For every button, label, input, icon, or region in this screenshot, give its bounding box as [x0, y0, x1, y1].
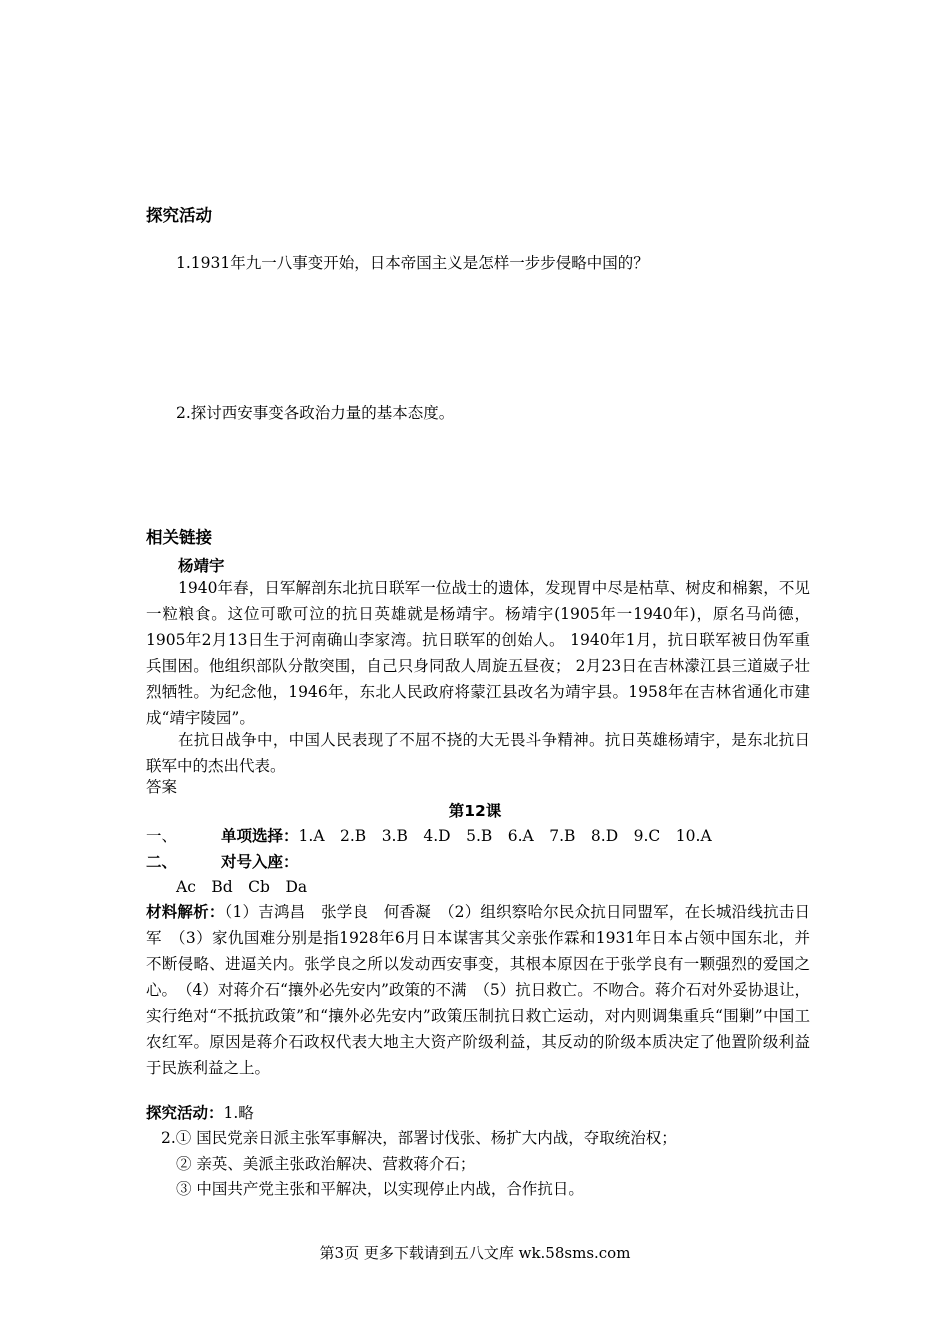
- inquiry-answer-label: 探究活动：: [146, 1104, 224, 1122]
- section-2-answers: Ac Bd Cb Da: [176, 878, 308, 896]
- inquiry-answer-row: [146, 1101, 254, 1123]
- material-text: （1）吉鸿昌 张学良 何香凝 （2）组织察哈尔民众抗日同盟军，在长城沿线抗击日军 （3）家仇国难分别是指1928年6月日本谋害其父亲张作霖和1931年日本占领中国东北，并不断侵略、进逼关内。张学良之所以发动西安事变，其根本原因在于张学良有一颗强烈的爱国之心。 （4）对蒋介石“攘外必先安内”政策的不满 （5）抗日救亡。不吻合。蒋介石对外妥协退让，实行绝对“不抵抗政策”和“攘外必先安内”政策压制抗日救亡运动，对内则调集重兵“围剿”中国工农红军。原因是蒋介石政权代表大地主大资产阶级利益，其反动的阶级本质决定了他置阶级利益于民族利益之上。: [146, 903, 810, 1077]
- inquiry-answer-2-line-1: 2.① 国民党亲日派主张军事解决，部署讨伐张、杨扩大内战，夺取统治权；: [161, 1129, 677, 1147]
- material-label: 材料解析：: [146, 903, 225, 921]
- links-heading: 相关链接: [146, 528, 212, 547]
- section-1-label: 单项选择：: [221, 827, 299, 845]
- links-paragraph-2: 在抗日战争中，中国人民表现了不屈不挠的大无畏斗争精神。抗日英雄杨靖宇，是东北抗日联军中的杰出代表。: [146, 731, 810, 775]
- inquiry-heading: 探究活动: [146, 206, 212, 225]
- lesson-title: 第12课: [448, 802, 502, 820]
- links-paragraph-1: 1940年春，日军解剖东北抗日联军一位战士的遗体，发现胃中尽是枯草、树皮和棉絮，不见一粒粮食。这位可歌可泣的抗日英雄就是杨靖宇。杨靖宇(1905年一1940年)，原名马尚德， 1905年2月13日生于河南确山李家湾。抗日联军的创始人。 1940年1月，抗日联军被日伪军重兵围困。他组织部队分散突围，自己只身同敌人周旋五昼夜； 2月23日在吉林濛江县三道崴子壮烈牺牲。为纪念他，1946年，东北人民政府将蒙江县改名为靖宇县。1958年在吉林省通化市建成“靖宇陵园”。: [146, 579, 810, 727]
- section-2-label: 对号入座：: [221, 853, 299, 871]
- links-subheading: 杨靖宇: [178, 557, 225, 575]
- page-footer: 第3页 更多下载请到五八文库 wk.58sms.com: [319, 1244, 631, 1262]
- section-1-answers: 1.A 2.B 3.B 4.D 5.B 6.A 7.B 8.D 9.C 10.A: [298, 827, 712, 845]
- inquiry-question-1: 1.1931年九一八事变开始，日本帝国主义是怎样一步步侵略中国的？: [176, 254, 649, 272]
- inquiry-question-2: 2.探讨西安事变各政治力量的基本态度。: [176, 404, 455, 422]
- section-2-row: [146, 850, 299, 872]
- inquiry-answer-2-line-2: ② 亲英、美派主张政治解决、营救蒋介石；: [176, 1155, 476, 1173]
- section-2-number: 二、: [146, 853, 178, 871]
- inquiry-answer-1: 1.略: [223, 1104, 254, 1122]
- answers-label: 答案: [146, 778, 178, 796]
- section-1-number: 一、: [146, 827, 178, 845]
- section-1-row: [146, 824, 712, 846]
- material-analysis: [146, 899, 810, 1081]
- inquiry-answer-2-line-3: ③ 中国共产党主张和平解决，以实现停止内战，合作抗日。: [176, 1180, 584, 1198]
